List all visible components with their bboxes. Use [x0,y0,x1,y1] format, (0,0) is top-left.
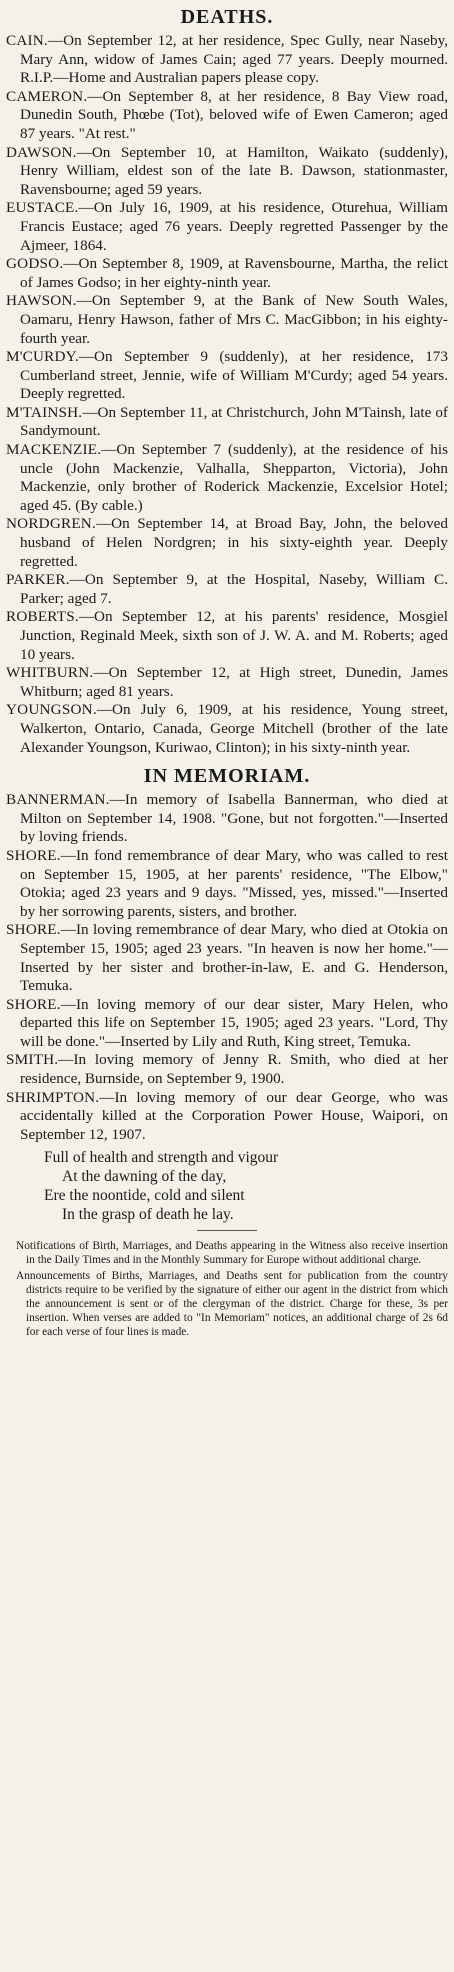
verse-line: Ere the noontide, cold and silent [44,1187,245,1205]
memoriam-heading: IN MEMORIAM. [143,765,311,788]
memoriam-notice [6,921,448,995]
death-notice [6,664,448,701]
notice-text: —On July 16, 1909, at his residence, Oturehua, William Francis Eustace; aged 76 years. Deeply regretted Passenger by the Ajmeer, 1864. [20,199,448,254]
notice-text: —On September 11, at Christchurch, John M'Tainsh, late of Sandymount. [20,403,448,440]
death-notice [6,348,448,404]
notice-name: SHORE. [6,921,61,939]
notice-text: —In fond remembrance of dear Mary, who was called to rest on September 15, 1905, at her parents' residence, "The Elbow," Otokia; aged 23 years and 9 days. "Missed, yes, missed."—Inserted by her sorrowing parents, sisters, and brother. [20,846,448,920]
notification-note: Notifications of Birth, Marriages, and Deaths appearing in the Witness also receive insertion in the Daily Times and in the Monthly Summary for Europe without additional charge. [16,1240,448,1267]
notice-name: GODSO. [6,255,64,273]
death-notice [6,571,448,608]
memoriam-notice [6,1051,448,1088]
notice-name: HAWSON. [6,292,77,310]
memoriam-notice [6,791,448,847]
notice-text: —In memory of Isabella Bannerman, who died at Milton on September 14, 1908. "Gone, but not forgotten."—Inserted by loving friends. [20,791,448,846]
notice-text: —On September 7 (suddenly), at the residence of his uncle (John Mackenzie, Valhalla, Shepparton, Victoria), John Mackenzie, only brother of Roderick Mackenzie, Excelsior Hotel; aged 45. (By cable.) [20,441,448,514]
notice-text: —On July 6, 1909, at his residence, Young street, Walkerton, Ontario, Canada, George Mitchell (brother of the late Alexander Youngson, Kuriwao, Clinton); in his sixty-ninth year. [20,701,448,756]
notice-name: YOUNGSON. [6,701,97,719]
notice-text: —On September 12, at his parents' residence, Mosgiel Junction, Reginald Meek, sixth son of J. W. A. and M. Roberts; aged 10 years. [20,608,448,663]
death-notice [6,515,448,571]
notice-text: —On September 12, at High street, Dunedin, James Whitburn; aged 81 years. [20,664,448,700]
announcement-note: Announcements of Births, Marriages, and Deaths sent for publication from the country districts require to be verified by the signature of either our agent in the district from which the announcement is sent or of the clergyman of the district. Charge for these, 3s per insertion. When verses are added to "In Memoriam" notices, an additional charge of 2s 6d for each verse of four lines is made. [16,1270,448,1339]
verse-line: At the dawning of the day, [62,1168,227,1186]
notice-name: NORDGREN. [6,515,96,533]
deaths-list [6,32,448,757]
notice-text: —On September 9, at the Hospital, Naseby, William C. Parker; aged 7. [20,571,448,607]
death-notice [6,441,448,515]
deaths-heading: DEATHS. [180,6,274,28]
verse-line: In the grasp of death he lay. [62,1206,234,1224]
memoriam-notice [6,996,448,1052]
divider-rule [197,1230,257,1231]
death-notice [6,199,448,255]
verse-line: Full of health and strength and vigour [44,1149,279,1167]
notice-text: —In loving memory of our dear sister, Mary Helen, who departed this life on September 15, 1905; aged 23 years. "Lord, Thy will be done."—Inserted by Lily and Ruth, King street, Temuka. [20,995,448,1050]
death-notice [6,88,448,144]
notice-text: —On September 8, 1909, at Ravensbourne, Martha, the relict of James Godso; in her eighty-ninth year. [20,255,448,291]
notice-name: CAIN. [6,32,48,49]
notice-name: M'CURDY. [6,348,79,366]
notice-text: —On September 10, at Hamilton, Waikato (suddenly), Henry William, eldest son of the late B. Dawson, stationmaster, Ravensbourne; aged 59 years. [20,143,448,198]
notice-text: —On September 12, at her residence, Spec Gully, near Naseby, Mary Ann, widow of James Cain; aged 77 years. Deeply mourned. R.I.P.—Home and Australian papers please copy. [20,32,448,87]
notice-name: SMITH. [6,1051,59,1069]
death-notice [6,608,448,664]
notice-name: M'TAINSH. [6,403,83,421]
death-notice [6,255,448,292]
notice-text: —On September 9 (suddenly), at her residence, 173 Cumberland street, Jennie, wife of William M'Curdy; aged 54 years. Deeply regretted. [20,348,448,403]
notice-name: DAWSON. [6,143,77,161]
memoriam-notice [6,1089,448,1145]
notice-name: SHORE. [6,995,61,1013]
notice-name: WHITBURN. [6,664,94,682]
notice-text: —On September 14, at Broad Bay, John, the beloved husband of Helen Nordgren; in his sixty-eighth year. Deeply regretted. [20,515,448,570]
memoriam-notice [6,847,448,921]
notice-name: ROBERTS. [6,608,79,626]
notice-name: MACKENZIE. [6,441,102,459]
notice-text: —In loving remembrance of dear Mary, who died at Otokia on September 15, 1905; aged 23 years. "In heaven is now her home."—Inserted by her sister and brother-in-law, E. and G. Henderson, Temuka. [20,921,448,995]
death-notice [6,404,448,441]
notice-text: —In loving memory of Jenny R. Smith, who died at her residence, Burnside, on September 9, 1900. [20,1051,448,1088]
death-notice [6,32,448,88]
death-notice [6,292,448,348]
notice-text: —On September 8, at her residence, 8 Bay View road, Dunedin South, Phœbe (Tot), beloved wife of Ewen Cameron; aged 87 years. "At rest." [20,87,448,142]
memoriam-list [6,791,448,1144]
notice-text: —On September 9, at the Bank of New South Wales, Oamaru, Henry Hawson, father of Mrs C. MacGibbon; in his eighty-fourth year. [20,292,448,347]
death-notice [6,144,448,200]
notice-text: —In loving memory of our dear George, who was accidentally killed at the Corporation Power House, Waipori, on September 12, 1907. [20,1088,448,1143]
notice-name: CAMERON. [6,87,88,105]
memorial-verse [6,1148,448,1224]
death-notice [6,701,448,757]
notice-name: BANNERMAN. [6,791,110,809]
notice-name: SHRIMPTON. [6,1088,100,1106]
notice-name: PARKER. [6,571,70,589]
notice-name: EUSTACE. [6,199,79,217]
notice-name: SHORE. [6,846,61,864]
